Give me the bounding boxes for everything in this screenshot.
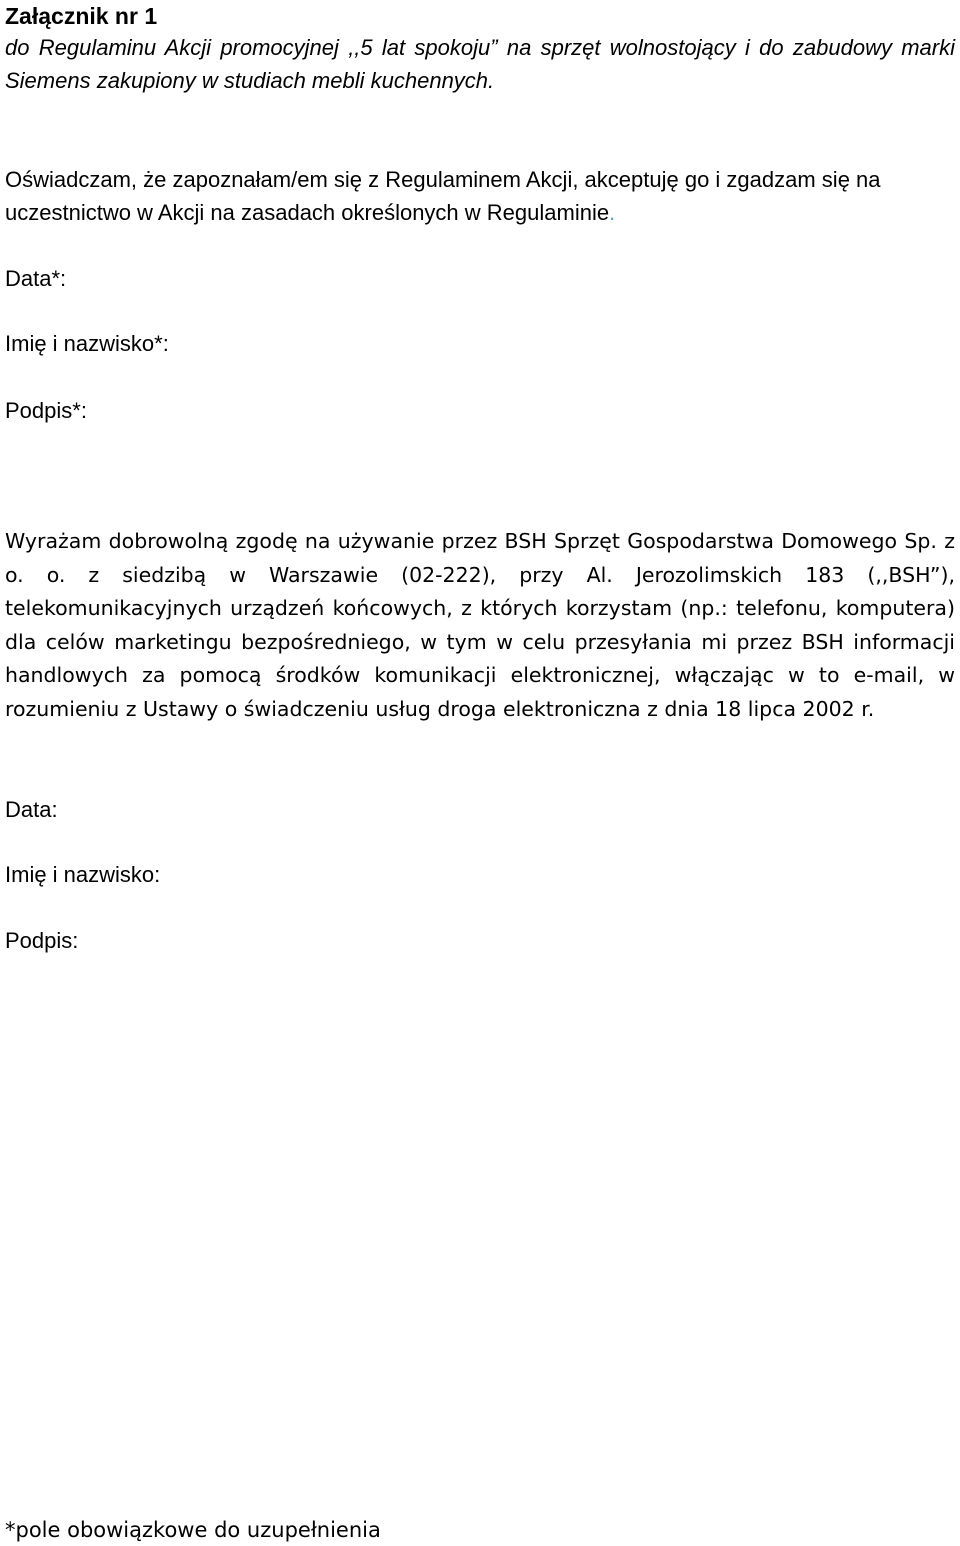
attachment-subtitle: do Regulaminu Akcji promocyjnej ,,5 lat spokoju” na sprzęt wolnostojący i do zabudowy marki Siemens zakupiony w studiach mebli kuchennych.: [5, 35, 955, 93]
consent-name-label: Imię i nazwisko:: [5, 862, 161, 887]
declaration-name-label: Imię i nazwisko*:: [5, 331, 169, 356]
required-fields-footnote: *pole obowiązkowe do uzupełnienia: [5, 1518, 381, 1542]
declaration-end-mark: .: [609, 200, 616, 225]
consent-signature-label: Podpis:: [5, 928, 79, 953]
declaration-date-label: Data*:: [5, 266, 67, 291]
declaration-signature-label: Podpis*:: [5, 398, 87, 423]
consent-date-label: Data:: [5, 797, 58, 822]
declaration-paragraph: [5, 163, 957, 229]
attachment-title: Załącznik nr 1: [5, 3, 158, 29]
consent-paragraph: Wyrażam dobrowolną zgodę na używanie przez BSH Sprzęt Gospodarstwa Domowego Sp. z o. o. z siedzibą w Warszawie (02-222), przy Al. Jerozolimskich 183 (,,BSH”), telekomunikacyjnych urządzeń końcowych, z których korzystam (np.: telefonu, komputera) dla celów marketingu bezpośredniego, w tym w celu przesyłania mi przez BSH informacji handlowych za pomocą środków komunikacji elektronicznej, włączając w to e-mail, w rozumieniu z Ustawy o świadczeniu usług droga elektroniczna z dnia 18 lipca 2002 r.: [5, 529, 955, 721]
declaration-text: Oświadczam, że zapoznałam/em się z Regulaminem Akcji, akceptuję go i zgadzam się na uczestnictwo w Akcji na zasadach określonych w Regulaminie: [5, 167, 881, 225]
